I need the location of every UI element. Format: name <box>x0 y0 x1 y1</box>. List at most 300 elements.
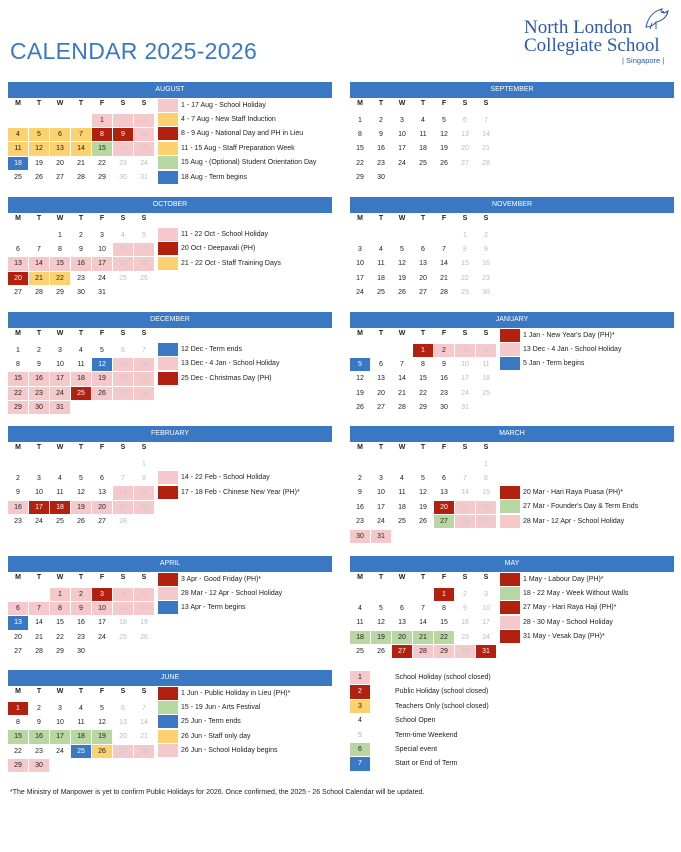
day-cell[interactable]: 27 <box>113 387 133 400</box>
day-cell[interactable]: 28 <box>413 645 433 658</box>
day-cell[interactable]: 12 <box>398 260 406 268</box>
day-cell[interactable]: 19 <box>398 274 406 282</box>
day-cell[interactable]: 24 <box>98 633 106 641</box>
day-cell[interactable]: 14 <box>29 257 49 270</box>
day-cell[interactable]: 20 <box>8 272 28 285</box>
day-cell[interactable]: 18 <box>71 372 91 385</box>
day-cell[interactable]: 25 <box>14 174 22 182</box>
day-cell[interactable]: 13 <box>377 375 385 383</box>
day-cell[interactable]: 2 <box>37 704 41 712</box>
day-cell[interactable]: 23 <box>377 159 385 167</box>
day-cell[interactable]: 4 <box>358 604 362 612</box>
day-cell[interactable]: 11 <box>419 130 427 138</box>
day-cell[interactable]: 21 <box>77 159 85 167</box>
day-cell[interactable]: 9 <box>442 360 446 368</box>
day-cell[interactable]: 5 <box>442 116 446 124</box>
day-cell[interactable]: 4 <box>58 474 62 482</box>
day-cell[interactable]: 27 <box>377 404 385 412</box>
day-cell[interactable]: 16 <box>356 503 364 511</box>
day-cell[interactable]: 14 <box>71 142 91 155</box>
day-cell[interactable]: 16 <box>71 257 91 270</box>
day-cell[interactable]: 22 <box>8 387 28 400</box>
day-cell[interactable]: 21 <box>482 145 490 153</box>
day-cell[interactable]: 5 <box>100 704 104 712</box>
day-cell[interactable]: 30 <box>455 645 475 658</box>
day-cell[interactable]: 16 <box>440 375 448 383</box>
day-cell[interactable]: 16 <box>29 372 49 385</box>
day-cell[interactable]: 5 <box>350 358 370 371</box>
day-cell[interactable]: 14 <box>440 260 448 268</box>
day-cell[interactable]: 5 <box>134 588 154 601</box>
day-cell[interactable]: 8 <box>16 718 20 726</box>
day-cell[interactable]: 12 <box>98 718 106 726</box>
day-cell[interactable]: 2 <box>37 346 41 354</box>
day-cell[interactable]: 13 <box>461 130 469 138</box>
day-cell[interactable]: 24 <box>356 289 364 297</box>
day-cell[interactable]: 9 <box>37 718 41 726</box>
day-cell[interactable]: 28 <box>134 387 154 400</box>
day-cell[interactable]: 1 <box>434 588 454 601</box>
day-cell[interactable]: 4 <box>8 128 28 141</box>
day-cell[interactable]: 19 <box>440 145 448 153</box>
day-cell[interactable]: 13 <box>98 489 106 497</box>
day-cell[interactable]: 10 <box>98 245 106 253</box>
day-cell[interactable]: 27 <box>56 174 64 182</box>
day-cell[interactable]: 9 <box>113 128 133 141</box>
day-cell[interactable]: 23 <box>482 274 490 282</box>
day-cell[interactable]: 8 <box>142 474 146 482</box>
day-cell[interactable]: 24 <box>140 159 148 167</box>
day-cell[interactable]: 16 <box>77 619 85 627</box>
day-cell[interactable]: 6 <box>463 116 467 124</box>
day-cell[interactable]: 6 <box>16 245 20 253</box>
day-cell[interactable]: 15 <box>419 375 427 383</box>
day-cell[interactable]: 12 <box>29 142 49 155</box>
day-cell[interactable]: 6 <box>121 346 125 354</box>
day-cell[interactable]: 14 <box>482 130 490 138</box>
day-cell[interactable]: 29 <box>356 174 364 182</box>
day-cell[interactable]: 8 <box>92 128 112 141</box>
day-cell[interactable]: 2 <box>463 590 467 598</box>
day-cell[interactable]: 17 <box>98 619 106 627</box>
day-cell[interactable]: 13 <box>119 718 127 726</box>
day-cell[interactable]: 20 <box>56 159 64 167</box>
day-cell[interactable]: 31 <box>50 401 70 414</box>
day-cell[interactable]: 10 <box>92 602 112 615</box>
day-cell[interactable]: 15 <box>8 730 28 743</box>
day-cell[interactable]: 22 <box>56 633 64 641</box>
day-cell[interactable]: 17 <box>356 274 364 282</box>
day-cell[interactable]: 9 <box>71 602 91 615</box>
day-cell[interactable]: 18 <box>71 730 91 743</box>
day-cell[interactable]: 1 <box>8 702 28 715</box>
day-cell[interactable]: 29 <box>8 759 28 772</box>
day-cell[interactable]: 22 <box>434 631 454 644</box>
day-cell[interactable]: 9 <box>379 130 383 138</box>
day-cell[interactable]: 10 <box>377 489 385 497</box>
day-cell[interactable]: 31 <box>461 404 469 412</box>
day-cell[interactable]: 19 <box>134 257 154 270</box>
day-cell[interactable]: 19 <box>35 159 43 167</box>
day-cell[interactable]: 26 <box>35 174 43 182</box>
day-cell[interactable]: 22 <box>98 159 106 167</box>
day-cell[interactable]: 16 <box>8 501 28 514</box>
day-cell[interactable]: 20 <box>461 145 469 153</box>
day-cell[interactable]: 14 <box>35 619 43 627</box>
day-cell[interactable]: 17 <box>92 257 112 270</box>
day-cell[interactable]: 13 <box>419 260 427 268</box>
day-cell[interactable]: 12 <box>77 489 85 497</box>
day-cell[interactable]: 2 <box>71 588 91 601</box>
day-cell[interactable]: 4 <box>476 344 496 357</box>
day-cell[interactable]: 7 <box>142 704 146 712</box>
day-cell[interactable]: 11 <box>356 619 364 627</box>
day-cell[interactable]: 3 <box>92 588 112 601</box>
day-cell[interactable]: 19 <box>92 730 112 743</box>
day-cell[interactable]: 25 <box>377 289 385 297</box>
day-cell[interactable]: 17 <box>461 375 469 383</box>
day-cell[interactable]: 2 <box>113 114 133 127</box>
day-cell[interactable]: 4 <box>113 588 133 601</box>
day-cell[interactable]: 15 <box>482 489 490 497</box>
day-cell[interactable]: 25 <box>419 159 427 167</box>
day-cell[interactable]: 8 <box>16 360 20 368</box>
day-cell[interactable]: 19 <box>419 503 427 511</box>
day-cell[interactable]: 7 <box>421 604 425 612</box>
day-cell[interactable]: 25 <box>56 518 64 526</box>
day-cell[interactable]: 15 <box>8 372 28 385</box>
day-cell[interactable]: 21 <box>35 633 43 641</box>
day-cell[interactable]: 23 <box>119 159 127 167</box>
day-cell[interactable]: 23 <box>35 747 43 755</box>
day-cell[interactable]: 24 <box>98 274 106 282</box>
day-cell[interactable]: 30 <box>29 759 49 772</box>
day-cell[interactable]: 31 <box>371 530 391 543</box>
day-cell[interactable]: 8 <box>58 245 62 253</box>
day-cell[interactable]: 9 <box>16 489 20 497</box>
day-cell[interactable]: 30 <box>119 174 127 182</box>
day-cell[interactable]: 28 <box>134 745 154 758</box>
day-cell[interactable]: 17 <box>482 619 490 627</box>
day-cell[interactable]: 3 <box>379 474 383 482</box>
day-cell[interactable]: 20 <box>14 633 22 641</box>
day-cell[interactable]: 5 <box>142 231 146 239</box>
day-cell[interactable]: 11 <box>482 360 490 368</box>
day-cell[interactable]: 27 <box>98 518 106 526</box>
day-cell[interactable]: 26 <box>377 648 385 656</box>
day-cell[interactable]: 22 <box>419 389 427 397</box>
day-cell[interactable]: 5 <box>29 128 49 141</box>
day-cell[interactable]: 18 <box>482 375 490 383</box>
day-cell[interactable]: 23 <box>356 518 364 526</box>
day-cell[interactable]: 21 <box>398 389 406 397</box>
day-cell[interactable]: 22 <box>50 272 70 285</box>
day-cell[interactable]: 13 <box>8 616 28 629</box>
day-cell[interactable]: 22 <box>134 501 154 514</box>
day-cell[interactable]: 26 <box>356 404 364 412</box>
day-cell[interactable]: 6 <box>100 474 104 482</box>
day-cell[interactable]: 10 <box>461 360 469 368</box>
day-cell[interactable]: 20 <box>434 501 454 514</box>
day-cell[interactable]: 9 <box>463 604 467 612</box>
day-cell[interactable]: 16 <box>29 730 49 743</box>
day-cell[interactable]: 5 <box>400 245 404 253</box>
day-cell[interactable]: 25 <box>398 518 406 526</box>
day-cell[interactable]: 3 <box>134 114 154 127</box>
day-cell[interactable]: 8 <box>442 604 446 612</box>
day-cell[interactable]: 26 <box>140 633 148 641</box>
day-cell[interactable]: 4 <box>79 346 83 354</box>
day-cell[interactable]: 2 <box>79 231 83 239</box>
day-cell[interactable]: 24 <box>50 387 70 400</box>
day-cell[interactable]: 26 <box>92 387 112 400</box>
day-cell[interactable]: 21 <box>440 274 448 282</box>
day-cell[interactable]: 8 <box>463 245 467 253</box>
day-cell[interactable]: 19 <box>92 372 112 385</box>
day-cell[interactable]: 21 <box>113 501 133 514</box>
day-cell[interactable]: 23 <box>440 389 448 397</box>
day-cell[interactable]: 30 <box>29 401 49 414</box>
day-cell[interactable]: 10 <box>56 718 64 726</box>
day-cell[interactable]: 1 <box>92 114 112 127</box>
day-cell[interactable]: 28 <box>482 159 490 167</box>
day-cell[interactable]: 2 <box>358 474 362 482</box>
day-cell[interactable]: 21 <box>140 733 148 741</box>
day-cell[interactable]: 6 <box>8 602 28 615</box>
day-cell[interactable]: 28 <box>35 648 43 656</box>
day-cell[interactable]: 20 <box>392 631 412 644</box>
day-cell[interactable]: 14 <box>134 358 154 371</box>
day-cell[interactable]: 24 <box>482 633 490 641</box>
day-cell[interactable]: 7 <box>442 245 446 253</box>
day-cell[interactable]: 24 <box>377 518 385 526</box>
day-cell[interactable]: 2 <box>484 231 488 239</box>
day-cell[interactable]: 7 <box>29 602 49 615</box>
day-cell[interactable]: 17 <box>134 142 154 155</box>
day-cell[interactable]: 6 <box>50 128 70 141</box>
day-cell[interactable]: 4 <box>79 704 83 712</box>
day-cell[interactable]: 25 <box>71 745 91 758</box>
day-cell[interactable]: 10 <box>56 360 64 368</box>
day-cell[interactable]: 23 <box>77 633 85 641</box>
day-cell[interactable]: 18 <box>377 274 385 282</box>
day-cell[interactable]: 25 <box>119 633 127 641</box>
day-cell[interactable]: 24 <box>35 518 43 526</box>
day-cell[interactable]: 4 <box>121 231 125 239</box>
day-cell[interactable]: 4 <box>421 116 425 124</box>
day-cell[interactable]: 24 <box>56 747 64 755</box>
day-cell[interactable]: 28 <box>440 289 448 297</box>
day-cell[interactable]: 27 <box>392 645 412 658</box>
day-cell[interactable]: 8 <box>484 474 488 482</box>
day-cell[interactable]: 18 <box>113 257 133 270</box>
day-cell[interactable]: 31 <box>140 174 148 182</box>
day-cell[interactable]: 14 <box>113 486 133 499</box>
day-cell[interactable]: 3 <box>455 344 475 357</box>
day-cell[interactable]: 13 <box>50 142 70 155</box>
day-cell[interactable]: 29 <box>419 404 427 412</box>
day-cell[interactable]: 1 <box>358 116 362 124</box>
day-cell[interactable]: 9 <box>37 360 41 368</box>
day-cell[interactable]: 14 <box>419 619 427 627</box>
day-cell[interactable]: 28 <box>35 289 43 297</box>
day-cell[interactable]: 11 <box>56 489 64 497</box>
day-cell[interactable]: 11 <box>113 243 133 256</box>
day-cell[interactable]: 26 <box>398 289 406 297</box>
day-cell[interactable]: 22 <box>356 159 364 167</box>
day-cell[interactable]: 22 <box>476 501 496 514</box>
day-cell[interactable]: 3 <box>37 474 41 482</box>
day-cell[interactable]: 1 <box>58 231 62 239</box>
day-cell[interactable]: 10 <box>398 130 406 138</box>
day-cell[interactable]: 3 <box>484 590 488 598</box>
day-cell[interactable]: 25 <box>482 389 490 397</box>
day-cell[interactable]: 14 <box>140 718 148 726</box>
day-cell[interactable]: 3 <box>358 245 362 253</box>
day-cell[interactable]: 14 <box>461 489 469 497</box>
day-cell[interactable]: 30 <box>77 289 85 297</box>
day-cell[interactable]: 29 <box>56 648 64 656</box>
day-cell[interactable]: 7 <box>463 474 467 482</box>
day-cell[interactable]: 8 <box>50 602 70 615</box>
day-cell[interactable]: 17 <box>377 503 385 511</box>
day-cell[interactable]: 18 <box>419 145 427 153</box>
day-cell[interactable]: 28 <box>119 518 127 526</box>
day-cell[interactable]: 2 <box>16 474 20 482</box>
day-cell[interactable]: 31 <box>98 289 106 297</box>
day-cell[interactable]: 18 <box>8 157 28 170</box>
day-cell[interactable]: 23 <box>461 633 469 641</box>
day-cell[interactable]: 27 <box>113 745 133 758</box>
day-cell[interactable]: 1 <box>50 588 70 601</box>
day-cell[interactable]: 20 <box>377 389 385 397</box>
day-cell[interactable]: 20 <box>119 733 127 741</box>
day-cell[interactable]: 15 <box>56 619 64 627</box>
day-cell[interactable]: 18 <box>50 501 70 514</box>
day-cell[interactable]: 13 <box>398 619 406 627</box>
day-cell[interactable]: 29 <box>476 515 496 528</box>
day-cell[interactable]: 1 <box>413 344 433 357</box>
day-cell[interactable]: 7 <box>142 346 146 354</box>
day-cell[interactable]: 9 <box>79 245 83 253</box>
day-cell[interactable]: 8 <box>358 130 362 138</box>
day-cell[interactable]: 3 <box>58 346 62 354</box>
day-cell[interactable]: 3 <box>400 116 404 124</box>
day-cell[interactable]: 19 <box>71 501 91 514</box>
day-cell[interactable]: 22 <box>461 274 469 282</box>
day-cell[interactable]: 16 <box>461 619 469 627</box>
day-cell[interactable]: 18 <box>350 631 370 644</box>
day-cell[interactable]: 4 <box>379 245 383 253</box>
day-cell[interactable]: 4 <box>400 474 404 482</box>
day-cell[interactable]: 11 <box>77 718 85 726</box>
day-cell[interactable]: 6 <box>421 245 425 253</box>
day-cell[interactable]: 30 <box>377 174 385 182</box>
day-cell[interactable]: 8 <box>421 360 425 368</box>
day-cell[interactable]: 27 <box>461 159 469 167</box>
day-cell[interactable]: 17 <box>50 372 70 385</box>
day-cell[interactable]: 1 <box>142 460 146 468</box>
day-cell[interactable]: 25 <box>71 387 91 400</box>
day-cell[interactable]: 10 <box>356 260 364 268</box>
day-cell[interactable]: 23 <box>77 274 85 282</box>
day-cell[interactable]: 7 <box>121 474 125 482</box>
day-cell[interactable]: 28 <box>455 515 475 528</box>
day-cell[interactable]: 19 <box>140 619 148 627</box>
day-cell[interactable]: 21 <box>134 372 154 385</box>
day-cell[interactable]: 5 <box>421 474 425 482</box>
day-cell[interactable]: 27 <box>419 289 427 297</box>
day-cell[interactable]: 11 <box>77 360 85 368</box>
day-cell[interactable]: 11 <box>8 142 28 155</box>
day-cell[interactable]: 26 <box>77 518 85 526</box>
day-cell[interactable]: 25 <box>119 274 127 282</box>
day-cell[interactable]: 20 <box>113 372 133 385</box>
day-cell[interactable]: 23 <box>29 387 49 400</box>
day-cell[interactable]: 13 <box>113 358 133 371</box>
day-cell[interactable]: 12 <box>419 489 427 497</box>
day-cell[interactable]: 15 <box>92 142 112 155</box>
day-cell[interactable]: 2 <box>379 116 383 124</box>
day-cell[interactable]: 9 <box>484 245 488 253</box>
day-cell[interactable]: 14 <box>398 375 406 383</box>
day-cell[interactable]: 27 <box>14 648 22 656</box>
day-cell[interactable]: 1 <box>16 346 20 354</box>
day-cell[interactable]: 20 <box>92 501 112 514</box>
day-cell[interactable]: 6 <box>121 704 125 712</box>
day-cell[interactable]: 18 <box>398 503 406 511</box>
day-cell[interactable]: 20 <box>419 274 427 282</box>
day-cell[interactable]: 29 <box>461 289 469 297</box>
day-cell[interactable]: 15 <box>461 260 469 268</box>
day-cell[interactable]: 12 <box>134 602 154 615</box>
day-cell[interactable]: 26 <box>140 274 148 282</box>
day-cell[interactable]: 16 <box>482 260 490 268</box>
day-cell[interactable]: 25 <box>356 648 364 656</box>
day-cell[interactable]: 6 <box>379 360 383 368</box>
day-cell[interactable]: 13 <box>8 257 28 270</box>
day-cell[interactable]: 29 <box>434 645 454 658</box>
day-cell[interactable]: 21 <box>413 631 433 644</box>
day-cell[interactable]: 30 <box>77 648 85 656</box>
day-cell[interactable]: 10 <box>134 128 154 141</box>
day-cell[interactable]: 12 <box>356 375 364 383</box>
day-cell[interactable]: 18 <box>119 619 127 627</box>
day-cell[interactable]: 12 <box>134 243 154 256</box>
day-cell[interactable]: 29 <box>56 289 64 297</box>
day-cell[interactable]: 22 <box>14 747 22 755</box>
day-cell[interactable]: 29 <box>98 174 106 182</box>
day-cell[interactable]: 26 <box>419 518 427 526</box>
day-cell[interactable]: 17 <box>398 145 406 153</box>
day-cell[interactable]: 2 <box>434 344 454 357</box>
day-cell[interactable]: 1 <box>484 460 488 468</box>
day-cell[interactable]: 7 <box>484 116 488 124</box>
day-cell[interactable]: 15 <box>50 257 70 270</box>
day-cell[interactable]: 21 <box>29 272 49 285</box>
day-cell[interactable]: 15 <box>356 145 364 153</box>
day-cell[interactable]: 30 <box>350 530 370 543</box>
day-cell[interactable]: 7 <box>37 245 41 253</box>
day-cell[interactable]: 15 <box>440 619 448 627</box>
day-cell[interactable]: 10 <box>482 604 490 612</box>
day-cell[interactable]: 28 <box>77 174 85 182</box>
day-cell[interactable]: 5 <box>379 604 383 612</box>
day-cell[interactable]: 5 <box>79 474 83 482</box>
day-cell[interactable]: 15 <box>134 486 154 499</box>
day-cell[interactable]: 11 <box>113 602 133 615</box>
day-cell[interactable]: 24 <box>398 159 406 167</box>
